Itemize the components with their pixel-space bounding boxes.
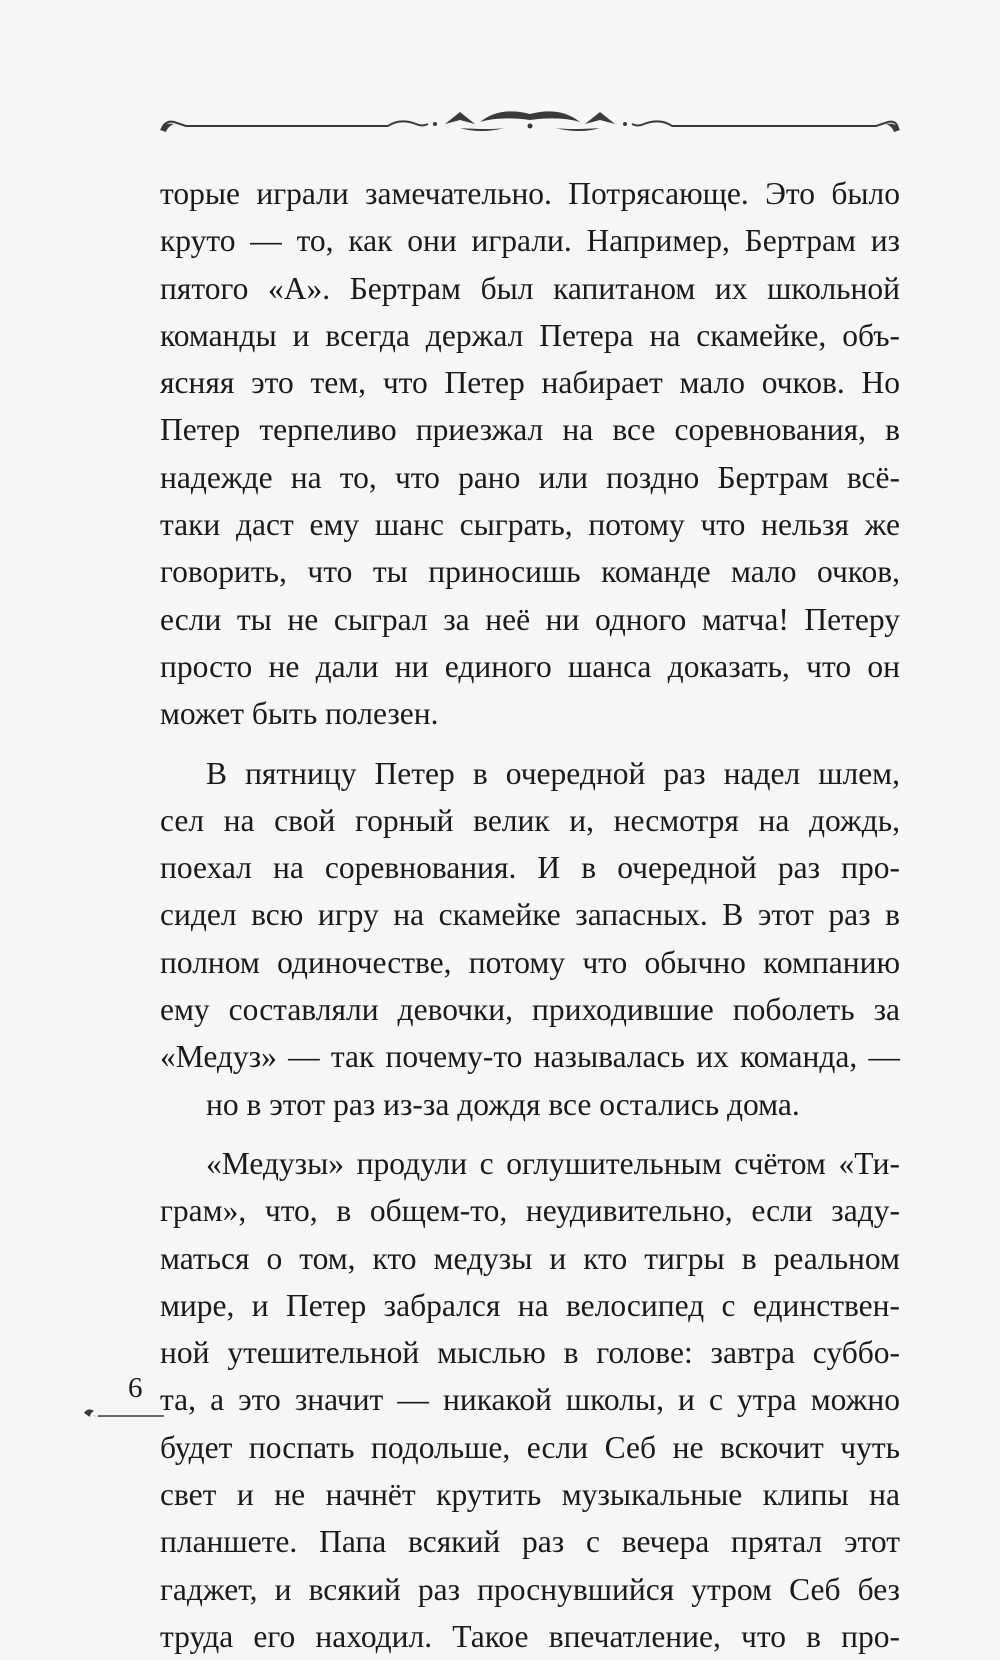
text-line: просто не дали ни единого шанса доказать, что он (160, 648, 900, 684)
text-line: сидел всю игру на скамейке запасных. В этот раз в (160, 897, 900, 933)
header-ornament-icon (160, 100, 900, 150)
text-line: круто — то, как они играли. Например, Бертрам из (160, 223, 900, 259)
text-line: говорить, что ты приносишь команде мало очков, (160, 554, 900, 590)
text-line: таки даст ему шанс сыграть, потому что нельзя же (160, 507, 900, 543)
text-line: ной утешительной мыслью в голове: завтра суббо- (160, 1335, 900, 1371)
text-line: если ты не сыграл за неё ни одного матча! Петеру (160, 601, 900, 637)
text-line: «Медуз» — так почему-то называлась их команда, — (160, 1039, 900, 1075)
text-line: та, а это значит — никакой школы, и с утра можно (160, 1382, 900, 1418)
text-line: поехал на соревнования. И в очередной раз про- (160, 850, 900, 886)
paragraph-2 (160, 750, 900, 1128)
text-line: надежде на то, что рано или поздно Бертрам всё- (160, 459, 900, 495)
text-line: свет и не начнёт крутить музыкальные клипы на (160, 1477, 900, 1513)
text-line: грам», что, в общем-то, неудивительно, если заду- (160, 1193, 900, 1229)
text-line: «Медузы» продули с оглушительным счётом «Ти- (206, 1145, 900, 1181)
text-line: ясняя это тем, что Петер набирает мало очков. Но (160, 365, 900, 401)
text-line: В пятницу Петер в очередной раз надел шлем, (206, 755, 900, 791)
text-line: пятого «А». Бертрам был капитаном их школьной (160, 270, 900, 306)
text-line: но в этот раз из-за дождя все остались дома. (206, 1086, 800, 1122)
text-line: труда его находил. Такое впечатление, что в про- (160, 1618, 900, 1654)
text-line: полном одиночестве, потому что обычно компанию (160, 944, 900, 980)
text-line: ему составляли девочки, приходившие поболеть за (160, 992, 900, 1028)
text-line: мире, и Петер забрался на велосипед с единствен- (160, 1287, 900, 1323)
main-text (160, 170, 900, 1660)
text-line: маться о том, кто медузы и кто тигры в реальном (160, 1240, 900, 1276)
text-line: команды и всегда держал Петера на скамейке, объ- (160, 317, 900, 353)
text-line: гаджет, и всякий раз проснувшийся утром Себ без (160, 1571, 900, 1607)
text-line: торые играли замечательно. Потрясающе. Это было (160, 176, 900, 211)
footer-ornament-icon (84, 1405, 164, 1425)
text-line: может быть полезен. (160, 696, 439, 732)
paragraph-3 (160, 1140, 900, 1660)
page-number: 6 (128, 1372, 143, 1404)
text-line: сел на свой горный велик и, несмотря на дождь, (160, 802, 900, 838)
text-line: будет поспать подольше, если Себ не вскочит чуть (160, 1429, 900, 1465)
text-line: Петер терпеливо приезжал на все соревнования, в (160, 412, 900, 448)
text-line: планшете. Папа всякий раз с вечера прятал этот (160, 1524, 900, 1560)
paragraph-1 (160, 170, 900, 738)
